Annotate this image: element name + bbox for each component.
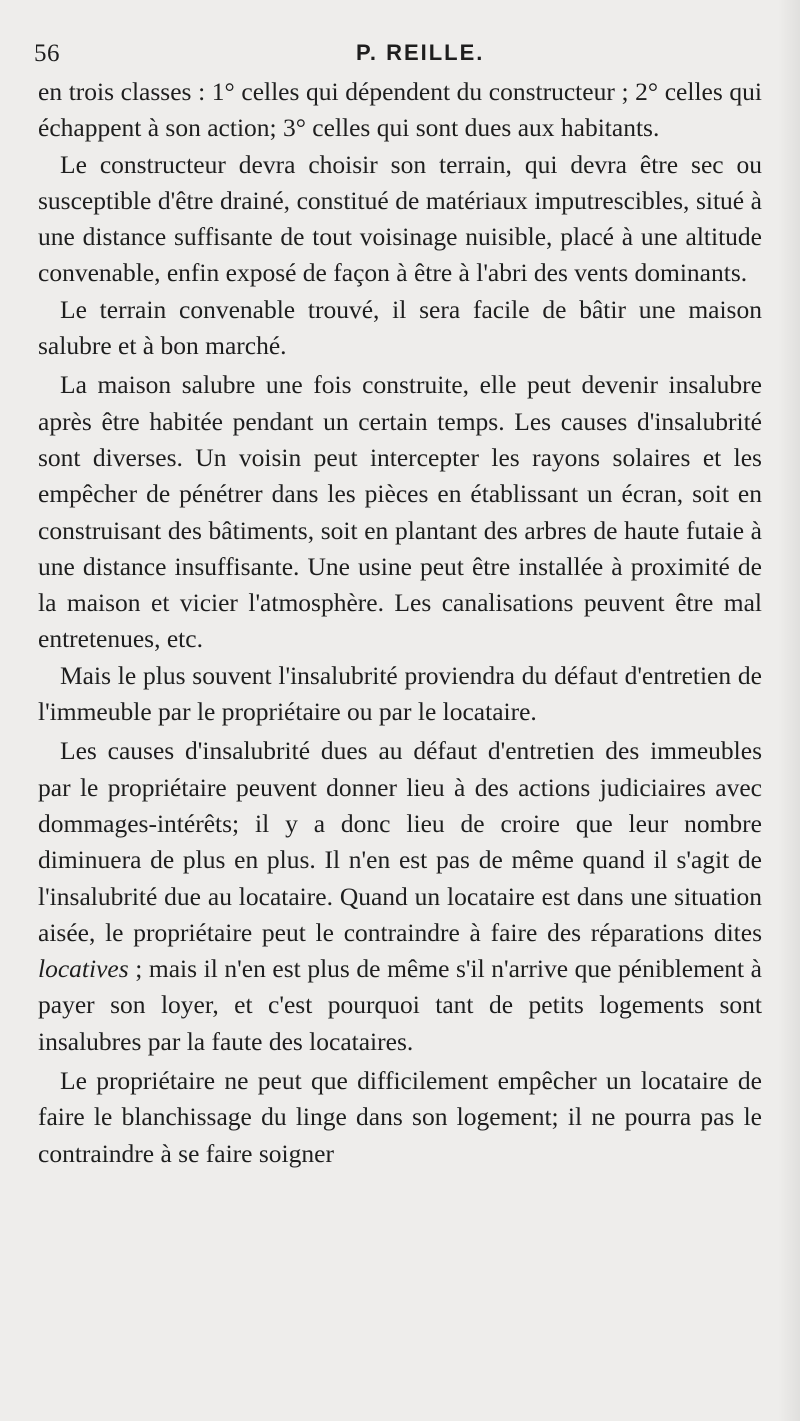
text-run: Le constructeur devra choisir son terrain, qui devra être sec ou susceptible d'être drainé, constitué de matériaux imputrescibles, situé à une distance suffisante de tout voisinage nuisible, placé à une altitude convenable, enfin exposé de façon à être à l'abri des vents dominants. [38,149,762,288]
running-head: P. REILLE. [356,40,485,65]
paragraph [38,658,762,731]
text-run: en trois classes : 1° celles qui dépendent du constructeur ; 2° celles qui échappent à son action; 3° celles qui sont dues aux habitants. [38,77,762,143]
text-run: ; mais il n'en est plus de même s'il n'arrive que péniblement à payer son loyer, et c'est pourquoi tant de petits logements sont insalubres par la faute des locataires. [38,954,762,1056]
body-text [38,74,762,1172]
text-run: Mais le plus souvent l'insalubrité proviendra du défaut d'entretien de l'immeuble par le propriétaire ou par le locataire. [38,660,762,727]
italic-text: locatives [38,954,129,984]
page-number: 56 [34,40,60,67]
paragraph [38,733,762,1060]
paragraph [38,292,762,365]
text-run: Le propriétaire ne peut que difficilement empêcher un locataire de faire le blanchissage du linge dans son logement; il ne pourra pas le contraindre à se faire soigner [38,1066,762,1168]
paragraph [38,367,762,657]
text-run: Les causes d'insalubrité dues au défaut d'entretien des immeubles par le propriétaire peuvent donner lieu à des actions judiciaires avec dommages-intérêts; il y a donc lieu de croire que leur nombre diminuera de plus en plus. Il n'en est pas de même quand il s'agit de l'insalubrité due au locataire. Quand un locataire est dans une situation aisée, le propriétaire peut le contraindre à faire des réparations dites [38,736,762,947]
paragraph [38,147,762,292]
text-run: Le terrain convenable trouvé, il sera facile de bâtir une maison salubre et à bon marché. [38,294,762,361]
text-run: La maison salubre une fois construite, elle peut devenir insalubre après être habitée pendant un certain temps. Les causes d'insalubrité sont diverses. Un voisin peut intercepter les rayons solaires et les empêcher de pénétrer dans les pièces en établissant un écran, soit en construisant des bâtiments, soit en plantant des arbres de haute futaie à une distance insuffisante. Une usine peut être installée à proximité de la maison et vicier l'atmosphère. Les canalisations peuvent être mal entretenues, etc. [38,370,762,654]
page-edge-shadow [778,0,800,1421]
paragraph [38,74,762,147]
paragraph [38,1063,762,1172]
